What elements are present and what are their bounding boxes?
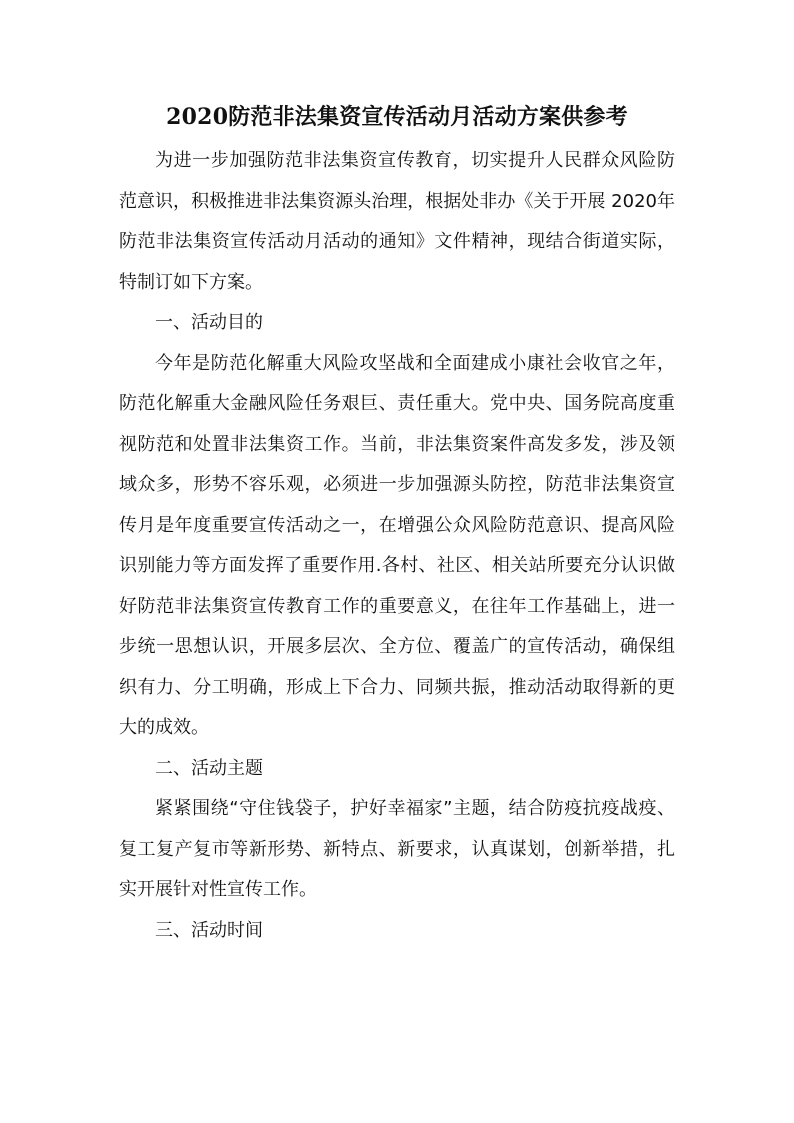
section-heading-purpose: 一、活动目的 xyxy=(155,312,263,333)
intro-paragraph: 为进一步加强防范非法集资宣传教育，切实提升人民群众风险防范意识，积极推进非法集资源头治理，根据处非办《关于开展 2020年防范非法集资宣传活动月活动的通知》文件精神，现结合街道实际，特制订如下方案。 xyxy=(119,150,675,293)
section-paragraph-theme: 紧紧围绕“守住钱袋子，护好幸福家”主题，结合防疫抗疫战疫、复工复产复市等新形势、新特点、新要求，认真谋划，创新举措，扎实开展针对性宣传工作。 xyxy=(119,798,675,900)
document-body xyxy=(119,141,675,951)
document-title: 2020防范非法集资宣传活动月活动方案供参考 xyxy=(166,104,628,130)
section-heading-time: 三、活动时间 xyxy=(155,919,263,941)
section-heading-theme: 二、活动主题 xyxy=(155,757,263,779)
section-paragraph-purpose: 今年是防范化解重大风险攻坚战和全面建成小康社会收官之年，防范化解重大金融风险任务艰巨、责任重大。党中央、国务院高度重视防范和处置非法集资工作。当前，非法集资案件高发多发，涉及领域众多，形势不容乐观，必须进一步加强源头防控，防范非法集资宣传月是年度重要宣传活动之一，在增强公众风险防范意识、提高风险识别能力等方面发挥了重要作用.各村、社区、相关站所要充分认识做好防范非法集资宣传教育工作的重要意义，在往年工作基础上，进一步统一思想认识，开展多层次、全方位、覆盖广的宣传活动，确保组织有力、分工明确，形成上下合力、同频共振，推动活动取得新的更大的成效。 xyxy=(119,352,675,738)
